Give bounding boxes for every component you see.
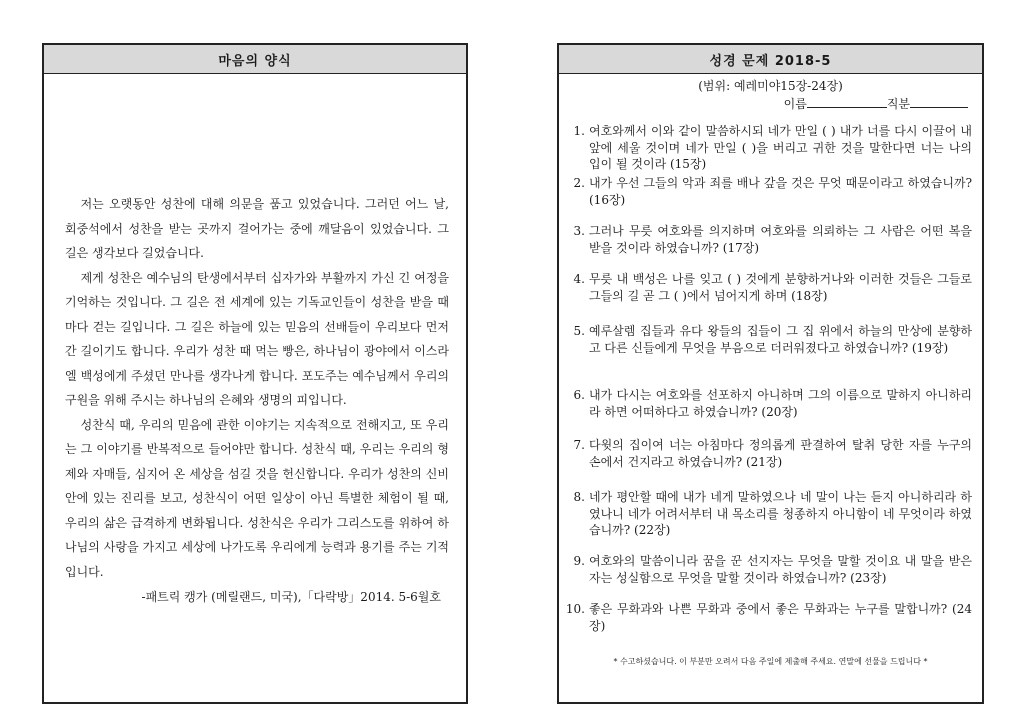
question-1: 1. 여호와께서 이와 같이 말씀하시되 네가 만일 ( ) 내가 너를 다시 이끌어 내 앞에 세울 것이며 네가 만일 ( )을 버리고 귀한 것을 말한다면 너는 나의 입이 될 것이라 (15장)	[573, 124, 972, 171]
role-label: 직분	[886, 97, 910, 111]
name-label: 이름	[783, 97, 807, 111]
question-text: 다윗의 집이여 너는 아침마다 정의롭게 판결하여 탈취 당한 자를 누구의 손에서 건지라고 하였습니까? (21장)	[589, 438, 972, 469]
question-text: 네가 평안할 때에 내가 네게 말하였으나 네 말이 나는 듣지 아니하리라 하였나니 네가 어려서부터 내 목소리를 청종하지 아니함이 네 무엇이라 하였습니까? (22장)	[589, 490, 972, 537]
question-text: 무릇 내 백성은 나를 잊고 ( ) 것에게 분향하거나와 이러한 것들은 그들로 그들의 길 곧 그 ( )에서 넘어지게 하며 (18장)	[589, 272, 972, 303]
essay-source: -패트릭 캥가 (메릴랜드, 미국),「다락방」2014. 5-6월호	[141, 590, 441, 604]
question-2: 2. 내가 우선 그들의 악과 죄를 배나 갚을 것은 무엇 때문이라고 하였습니까? (16장)	[573, 176, 972, 207]
question-text: 예루살렘 집들과 유다 왕들의 집들이 그 집 위에서 하늘의 만상에 분향하고 다른 신들에게 무엇을 부음으로 더러워졌다고 하였습니까? (19장)	[589, 324, 972, 355]
quiz-header	[559, 74, 982, 112]
question-9: 9. 여호와의 말씀이니라 꿈을 꾼 선지자는 무엇을 말할 것이요 내 말을 받은 자는 성실함으로 무엇을 말할 것이라 하였습니까? (23장)	[573, 554, 972, 585]
devotional-title: 마음의 양식	[44, 45, 466, 74]
question-5: 5. 예루살렘 집들과 유다 왕들의 집들이 그 집 위에서 하늘의 만상에 분향하고 다른 신들에게 무엇을 부음으로 더러워졌다고 하였습니까? (19장)	[573, 324, 972, 355]
essay-paragraph: 성찬식 때, 우리의 믿음에 관한 이야기는 지속적으로 전해지고, 또 우리는 그 이야기를 반복적으로 들어야만 합니다. 성찬식 때, 우리는 우리의 형제와 자매들, 심지어 온 세상을 섬길 것을 헌신합니다. 우리가 성찬의 신비 안에 있는 진리를 보고, 성찬식이 어떤 일상이 아닌 특별한 체험이 될 때, 우리의 삶은 급격하게 변화됩니다. 성찬식은 우리가 그리스도를 위하여 하나님의 사랑을 가지고 세상에 나가도록 우리에게 능력과 용기를 주는 기적입니다.	[65, 417, 449, 579]
name-role-row	[571, 95, 970, 112]
question-4: 4. 무릇 내 백성은 나를 잊고 ( ) 것에게 분향하거나와 이러한 것들은 그들로 그들의 길 곧 그 ( )에서 넘어지게 하며 (18장)	[573, 272, 972, 303]
question-text: 여호와의 말씀이니라 꿈을 꾼 선지자는 무엇을 말할 것이요 내 말을 받은 자는 성실함으로 무엇을 말할 것이라 하였습니까? (23장)	[589, 554, 972, 585]
question-3: 3. 그러나 무릇 여호와를 의지하며 여호와를 의뢰하는 그 사람은 어떤 복을 받을 것이라 하였습니까? (17장)	[573, 224, 972, 255]
quiz-footnote: * 수고하셨습니다. 이 부분만 오려서 다음 주일에 제출해 주세요. 연말에 선물을 드립니다 *	[613, 657, 928, 666]
question-6: 6. 내가 다시는 여호와를 선포하지 아니하며 그의 이름으로 말하지 아니하리라 하면 어떠하다고 하였습니까? (20장)	[573, 388, 972, 419]
devotional-panel	[42, 43, 468, 704]
question-text: 내가 다시는 여호와를 선포하지 아니하며 그의 이름으로 말하지 아니하리라 하면 어떠하다고 하였습니까? (20장)	[589, 388, 972, 419]
bible-quiz-panel	[557, 43, 984, 704]
question-8: 8. 네가 평안할 때에 내가 네게 말하였으나 네 말이 나는 듣지 아니하리라 하였나니 네가 어려서부터 내 목소리를 청종하지 아니함이 네 무엇이라 하였습니까? (22장)	[573, 490, 972, 537]
question-text: 내가 우선 그들의 악과 죄를 배나 갚을 것은 무엇 때문이라고 하였습니까? (16장)	[589, 176, 972, 207]
question-text: 좋은 무화과와 나쁜 무화과 중에서 좋은 무화과는 누구를 말합니까? (24장)	[589, 602, 972, 633]
question-text: 그러나 무릇 여호와를 의지하며 여호와를 의뢰하는 그 사람은 어떤 복을 받을 것이라 하였습니까? (17장)	[589, 224, 972, 255]
devotional-body	[44, 74, 466, 610]
quiz-range: (범위: 예레미야15장-24장)	[698, 79, 843, 93]
question-text: 여호와께서 이와 같이 말씀하시되 네가 만일 ( ) 내가 너를 다시 이끌어 내 앞에 세울 것이며 네가 만일 ( )을 버리고 귀한 것을 말한다면 너는 나의 입이 될 것이라 (15장)	[589, 124, 972, 171]
essay-paragraph: 제게 성찬은 예수님의 탄생에서부터 십자가와 부활까지 가신 긴 여정을 기억하는 것입니다. 그 길은 전 세계에 있는 기독교인들이 성찬을 받을 때마다 걷는 길입니다. 그 길은 하늘에 있는 믿음의 선배들이 우리보다 먼저 간 길이기도 합니다. 우리가 성찬 때 먹는 빵은, 하나님이 광야에서 이스라엘 백성에게 주셨던 만나를 생각나게 합니다. 포도주는 예수님께서 우리의 구원을 위해 주시는 하나님의 은혜와 생명의 피입니다.	[65, 270, 449, 407]
question-10: 10. 좋은 무화과와 나쁜 무화과 중에서 좋은 무화과는 누구를 말합니까? (24장)	[565, 602, 972, 633]
role-blank[interactable]	[910, 95, 968, 108]
question-7: 7. 다윗의 집이여 너는 아침마다 정의롭게 판결하여 탈취 당한 자를 누구의 손에서 건지라고 하였습니까? (21장)	[573, 438, 972, 469]
quiz-title: 성경 문제 2018-5	[559, 45, 982, 74]
name-blank[interactable]	[807, 95, 887, 108]
essay-paragraph: 저는 오랫동안 성찬에 대해 의문을 품고 있었습니다. 그러던 어느 날, 회중석에서 성찬을 받는 곳까지 걸어가는 중에 깨달음이 있었습니다. 그 길은 생각보다 길었습니다.	[65, 197, 449, 260]
